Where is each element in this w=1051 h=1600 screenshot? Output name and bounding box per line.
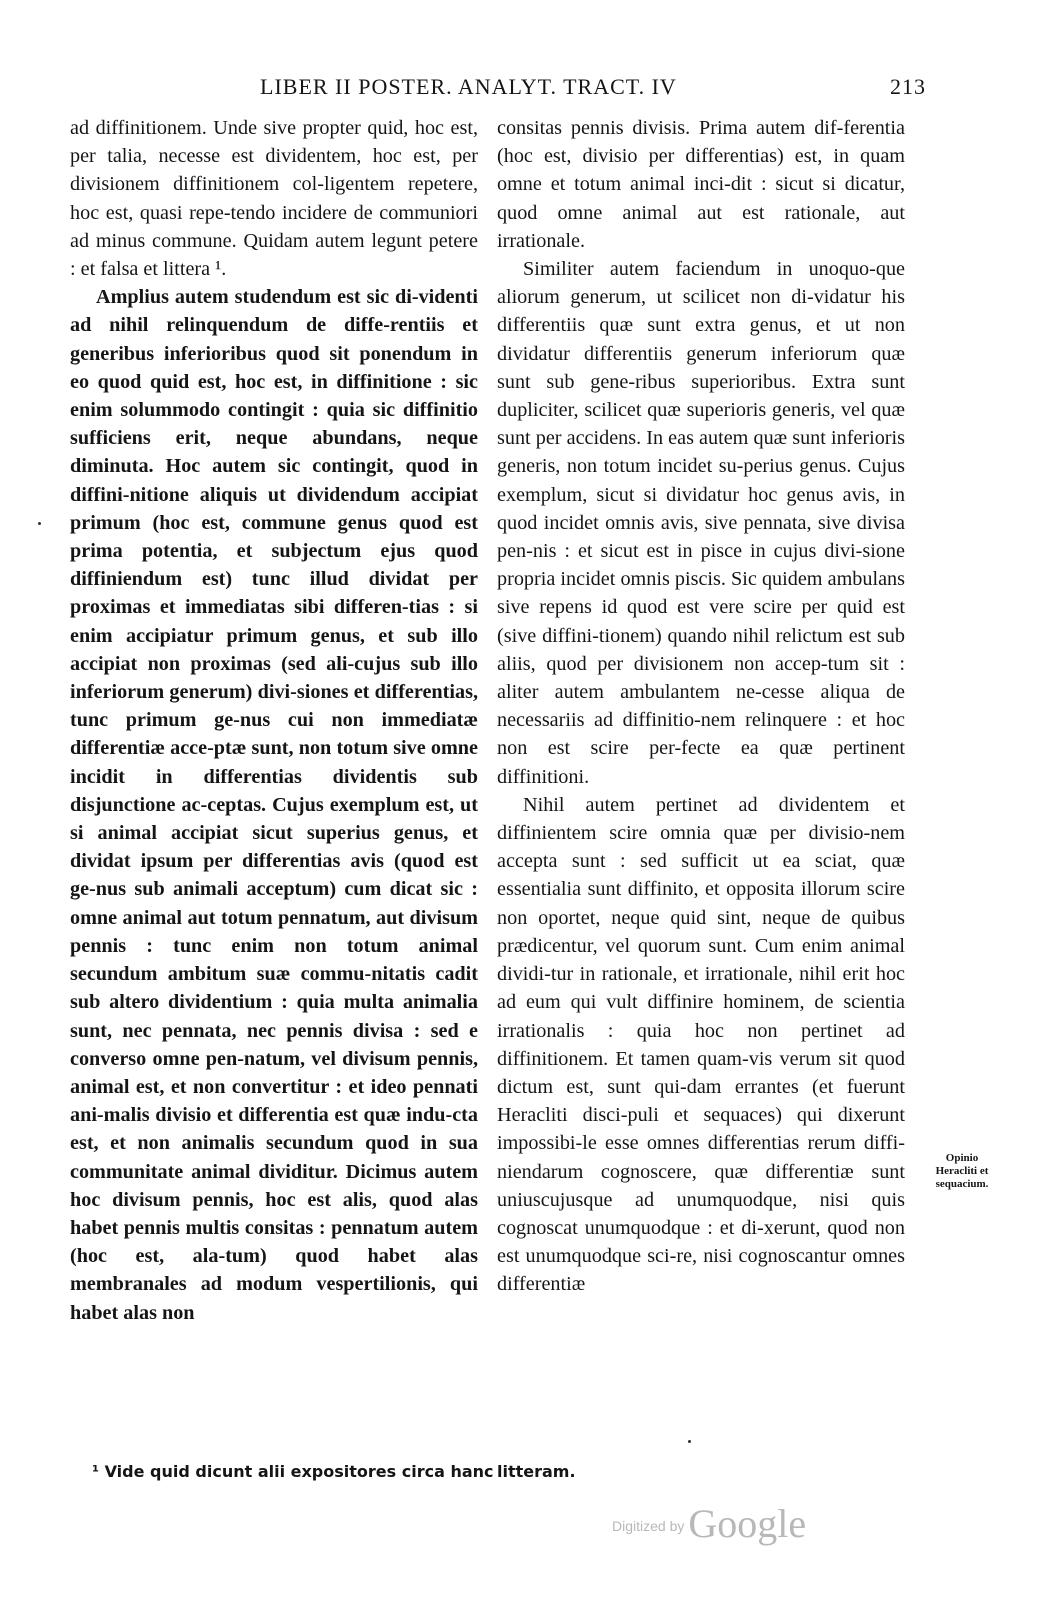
right-paragraph-3: Nihil autem pertinet ad dividentem et diffinientem scire omnia quæ per divisio-nem accepta sunt : sed sufficit ut ea sciat, quæ essentialia sunt diffinito, et opposita illorum scire non oportet, neque quid sint, neque de quibus prædicentur, vel quorum sunt. Cum enim animal dividi-tur in rationale, et irrationale, nihil erit hoc ad eum qui vult diffinire hominem, de scientia irrationalis : quia hoc non pertinet ad diffinitionem. Et tamen quam-vis verum sit quod dictum est, sunt qui-dam errantes (et fuerunt Heracliti disci-puli et sequaces) qui dixerunt impossibi-le esse omnes differentias rerum diffi-niendarum cognoscere, quæ differentiæ sunt uniuscujusque ad unumquodque, nisi quis cognoscat unumquodque : et di-xerunt, quod non est unumquodque sci-re, nisi cognoscantur omnes differentiæ [497, 793, 905, 1296]
right-column [497, 114, 905, 1299]
margin-note: Opinio Heracliti et sequacium. [935, 1152, 989, 1190]
digitized-prefix: Digitized by [612, 1518, 685, 1534]
right-paragraph-2: Similiter autem faciendum in unoquo-que aliorum generum, ut scilicet non di-vidatur his differentiis quæ sunt extra genus, et ut non dividatur differentiis generum inferiorum quæ sunt sub gene-ribus superioribus. Extra sunt dupliciter, scilicet quæ superioris generis, vel quæ sunt per accidens. In eas autem quæ sunt inferioris generis, non totum incidet su-perius genus. Cujus exemplum, sicut si dividatur hoc genus avis, in quod incidet omnis avis, sive pennata, sive divisa pen-nis : et sicut est in pisce in cujus divi-sione propria incidet omnis piscis. Sic quidem ambulans sive repens id quod est vere scire per quid est (sive diffini-tionem) quando nihil relictum est sub aliis, quod per divisionem non accep-tum sit : aliter autem ambulantem ne-cesse aliqua de necessariis ad diffinitio-nem relinquere : et hoc non est scire per-fecte ea quæ pertinent diffinitioni. [497, 258, 905, 788]
footnote-left: ¹ Vide quid dicunt alii expositores circa hanc [92, 1462, 494, 1481]
footnote-right: litteram. [497, 1462, 576, 1481]
running-title: LIBER II POSTER. ANALYT. TRACT. IV [260, 74, 677, 99]
ink-speck [688, 1440, 691, 1443]
digitized-watermark [612, 1500, 832, 1548]
right-paragraph-1: consitas pennis divisis. Prima autem dif-ferentia (hoc est, divisio per differentias) est, in quam omne et totum animal inci-dit : sicut si dicatur, quod omne animal aut est rationale, aut irrationale. [497, 117, 905, 252]
ink-speck [38, 522, 41, 525]
google-logo: Google [688, 1501, 807, 1546]
page-number: 213 [890, 74, 926, 99]
left-paragraph-1: ad diffinitionem. Unde sive propter quid, hoc est, per talia, necesse est dividentem, hoc est, per divisionem diffinitionem col-ligentem repetere, hoc est, quasi repe-tendo incidere de communiori ad minus commune. Quidam autem legunt petere : et falsa et littera ¹. [70, 117, 478, 281]
left-column [70, 114, 478, 1327]
running-header [70, 74, 930, 104]
left-paragraph-2: Amplius autem studendum est sic di-videnti ad nihil relinquendum de diffe-rentiis et generibus inferioribus quod sit ponendum in eo quod quid est, hoc est, in diffinitione : sic enim solummodo contingit : quia sic diffinitio sufficiens erit, neque abundans, neque diminuta. Hoc autem sic contingit, quod in diffini-nitione aliquis ut dividendum accipiat primum (hoc est, commune genus quod est prima potentia, et subjectum ejus quod diffiniendum est) tunc illud dividat per proximas et immediatas sibi differen-tias : si enim accipiatur primum genus, et sub illo accipiat non proximas (sed ali-cujus sub illo inferiorum generum) divi-siones et differentias, tunc primum ge-nus cui non immediatæ differentiæ acce-ptæ sunt, non totum sive omne incidit in differentias dividentis sub disjunctione ac-ceptas. Cujus exemplum est, ut si animal accipiat sicut superius genus, et dividat ipsum per differentias avis (quod est ge-nus sub animali acceptum) cum dicat sic : omne animal aut totum pennatum, aut divisum pennis : tunc enim non totum animal secundum ambitum suæ commu-nitatis cadit sub altero dividentium : quia multa animalia sunt, nec pennata, nec pennis divisa : sed e converso omne pen-natum, vel divisum pennis, animal est, et non convertitur : et ideo pennati ani-malis divisio et differentia est quæ indu-cta est, et non animalis secundum quod in sua communitate animal dividitur. Dicimus autem hoc divisum pennis, hoc est alis, quod alas habet pennis multis consitas : pennatum autem (hoc est, ala-tum) quod habet alas membranales ad modum vespertilionis, qui habet alas non [70, 286, 478, 1324]
